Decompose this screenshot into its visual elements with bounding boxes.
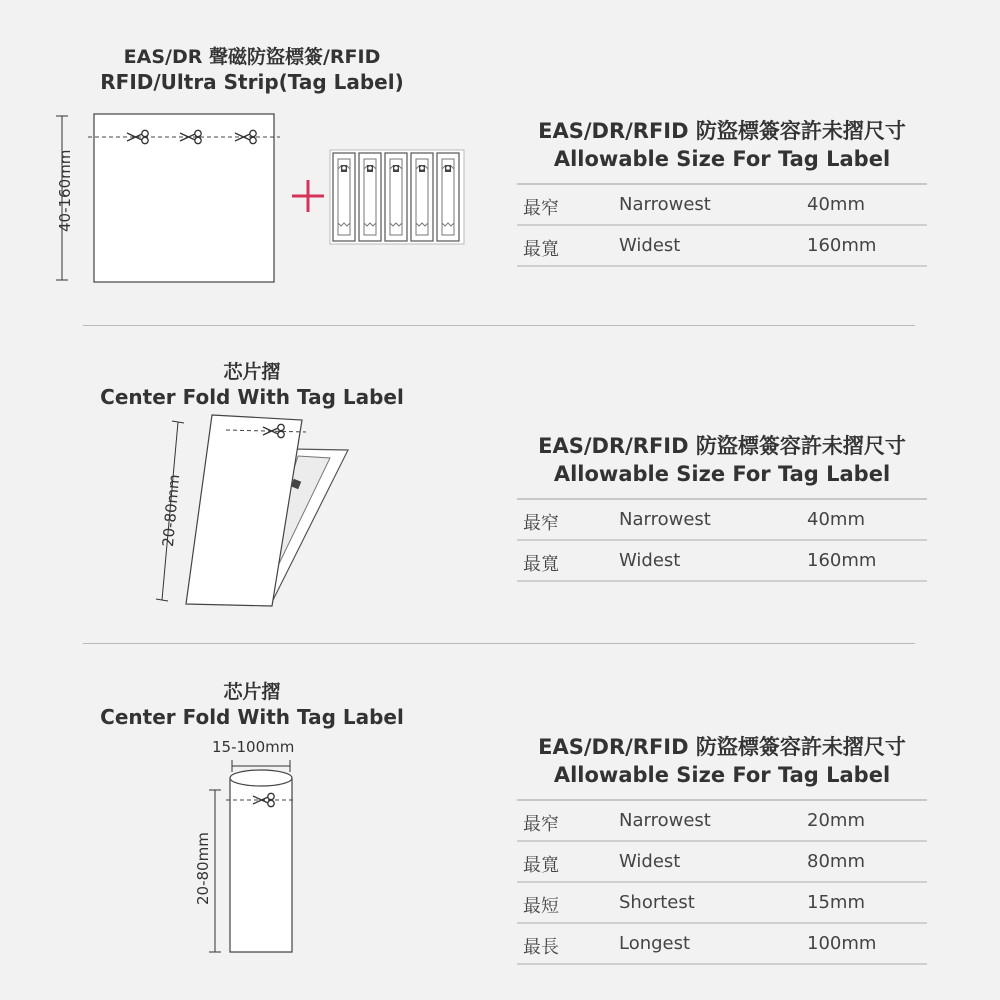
spec-row-size: 40mm xyxy=(807,509,865,530)
spec-row xyxy=(517,226,927,267)
rfid-tag-icon xyxy=(437,153,459,241)
spec-row-zh: 最窄 xyxy=(523,513,559,534)
spec-row-zh: 最窄 xyxy=(523,198,559,219)
spec-row-en: Narrowest xyxy=(619,509,711,530)
spec-row xyxy=(517,500,927,541)
height-dimension-label: 40-160mm xyxy=(56,149,74,232)
spec-row-zh: 最寬 xyxy=(523,554,559,575)
spec-row xyxy=(517,541,927,582)
spec-row-size: 40mm xyxy=(807,194,865,215)
section-title-line1: EAS/DR 聲磁防盜標簽/RFID xyxy=(123,46,381,68)
spec-row-size: 80mm xyxy=(807,851,865,872)
spec-title-zh: EAS/DR/RFID 防盜標簽容許未摺尺寸 xyxy=(538,735,906,759)
section-title-line2: Center Fold With Tag Label xyxy=(100,705,404,729)
spec-table xyxy=(517,432,927,582)
spec-row-zh: 最窄 xyxy=(523,814,559,835)
spec-row-en: Longest xyxy=(619,933,691,954)
section-title xyxy=(84,45,420,95)
section-title xyxy=(84,680,420,730)
spec-title-en: Allowable Size For Tag Label xyxy=(553,763,891,787)
center-fold-loop-illustration xyxy=(209,760,296,952)
spec-title-zh: EAS/DR/RFID 防盜標簽容許未摺尺寸 xyxy=(538,119,906,143)
spec-row-size: 100mm xyxy=(807,933,877,954)
section-title-line1: 芯片摺 xyxy=(223,361,281,383)
spec-row-size: 160mm xyxy=(807,235,877,256)
spec-table xyxy=(517,733,927,965)
spec-row-en: Shortest xyxy=(619,892,695,913)
rfid-tag-icon xyxy=(411,153,433,241)
height-dimension-label: 20-80mm xyxy=(158,473,184,548)
spec-title-en: Allowable Size For Tag Label xyxy=(553,462,891,486)
plus-icon xyxy=(292,180,324,212)
rfid-tag-icon xyxy=(333,153,355,241)
spec-row-zh: 最短 xyxy=(523,896,559,917)
flat-tag-label-illustration xyxy=(56,114,464,282)
section-divider xyxy=(83,325,915,326)
spec-row-size: 15mm xyxy=(807,892,865,913)
width-dimension-label: 15-100mm xyxy=(212,738,295,756)
section-title-line2: Center Fold With Tag Label xyxy=(100,385,404,409)
section-title xyxy=(84,360,420,410)
spec-title-zh: EAS/DR/RFID 防盜標簽容許未摺尺寸 xyxy=(538,434,906,458)
rfid-tag-icon xyxy=(359,153,381,241)
spec-row-en: Widest xyxy=(619,851,681,872)
spec-table xyxy=(517,117,927,267)
section-title-line2: RFID/Ultra Strip(Tag Label) xyxy=(100,70,404,94)
section-divider xyxy=(83,643,915,644)
spec-heading xyxy=(517,733,927,789)
spec-row xyxy=(517,883,927,924)
center-fold-open-illustration xyxy=(156,415,348,606)
spec-row-en: Narrowest xyxy=(619,810,711,831)
spec-row xyxy=(517,185,927,226)
spec-heading xyxy=(517,432,927,488)
spec-title-en: Allowable Size For Tag Label xyxy=(553,147,891,171)
spec-row xyxy=(517,842,927,883)
spec-row-en: Widest xyxy=(619,235,681,256)
section-title-line1: 芯片摺 xyxy=(223,681,281,703)
spec-row-size: 20mm xyxy=(807,810,865,831)
spec-row xyxy=(517,924,927,965)
spec-row xyxy=(517,801,927,842)
spec-heading xyxy=(517,117,927,173)
spec-row-size: 160mm xyxy=(807,550,877,571)
spec-row-en: Widest xyxy=(619,550,681,571)
spec-row-zh: 最寬 xyxy=(523,239,559,260)
spec-row-zh: 最寬 xyxy=(523,855,559,876)
rfid-tag-icon xyxy=(385,153,407,241)
height-dimension-label: 20-80mm xyxy=(194,832,212,905)
spec-row-en: Narrowest xyxy=(619,194,711,215)
spec-row-zh: 最長 xyxy=(523,937,559,958)
